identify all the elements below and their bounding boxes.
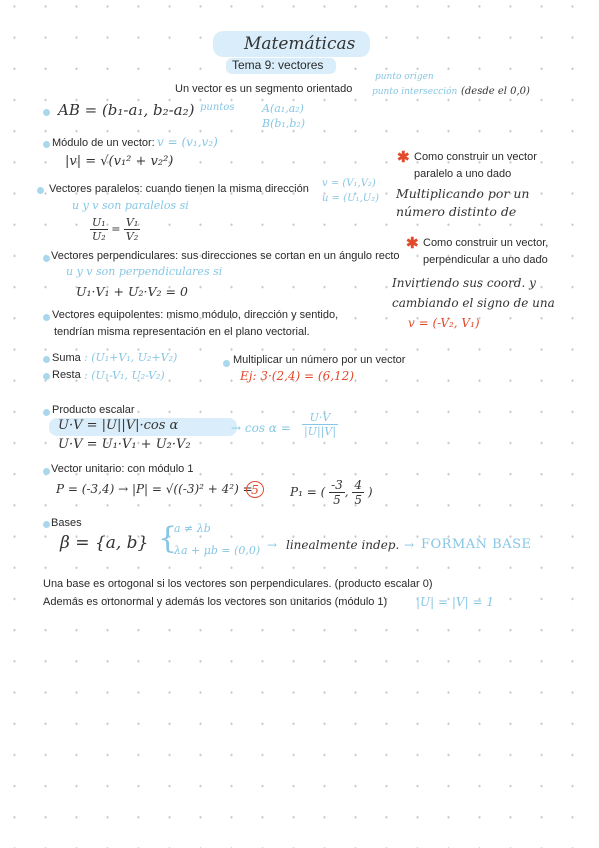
producto-formula2: U·V = U₁·V₁ + U₂·V₂ bbox=[58, 437, 191, 452]
asterisk-icon-2: ✱ bbox=[406, 235, 419, 252]
side-perp-line1: Como construir un vector, bbox=[423, 237, 549, 249]
bullet-ab bbox=[43, 109, 50, 116]
bullet-unitario bbox=[43, 468, 50, 475]
mult-example: Ej: 3·(2,4) = (6,12) bbox=[240, 369, 354, 383]
producto-arrow: → cos α = bbox=[231, 421, 291, 435]
ratio-u2: U₂ bbox=[92, 230, 106, 243]
p1-x-num: -3 bbox=[331, 478, 343, 492]
bases-cond1: a ≠ λb bbox=[174, 522, 211, 535]
producto-title: Producto escalar bbox=[52, 404, 135, 416]
unitario-example: P = (-3,4) → |P| = √((-3)² + 4²) = bbox=[56, 482, 253, 496]
modulo-title: Módulo de un vector: bbox=[52, 137, 155, 149]
cos-numerator: U·V bbox=[302, 411, 338, 425]
p1-y-den: 5 bbox=[354, 493, 363, 507]
bullet-producto bbox=[43, 409, 50, 416]
suma-value: : (U₁+V₁, U₂+V₂) bbox=[84, 351, 178, 364]
bullet-equipolentes bbox=[43, 314, 50, 321]
intro-note-top: punto origen bbox=[375, 72, 434, 82]
footer-line1: Una base es ortogonal si los vectores son perpendiculares. (producto escalar 0) bbox=[43, 578, 433, 590]
paralelos-vec-u: u = (U₁,U₂) bbox=[322, 193, 380, 204]
side-perp-hand1: Invirtiendo sus coord. y bbox=[392, 276, 536, 290]
modulo-formula: |v| = √(v₁² + v₂²) bbox=[65, 154, 174, 169]
asterisk-icon: ✱ bbox=[397, 149, 410, 166]
side-perp-hand2: cambiando el signo de una bbox=[392, 296, 555, 310]
bases-cond2: λa + μb = (0,0) bbox=[174, 544, 261, 557]
intro-note-bottom: punto intersección bbox=[372, 87, 458, 97]
bases-arrow2: → bbox=[404, 538, 415, 552]
bullet-suma bbox=[43, 356, 50, 363]
modulo-vector: v = (v₁,v₂) bbox=[157, 135, 218, 149]
ratio-v1: V₁ bbox=[125, 216, 139, 229]
bullet-paralelos bbox=[37, 187, 44, 194]
suma-label: Suma bbox=[52, 352, 81, 364]
perpendiculares-formula: U₁·V₁ + U₂·V₂ = 0 bbox=[76, 284, 188, 299]
bases-beta: β = {a, b} bbox=[60, 533, 149, 553]
footer-line2: Además es ortonormal y además los vectores son unitarios (módulo 1) bbox=[43, 596, 388, 608]
ab-point-b: B(b₁,b₂) bbox=[262, 117, 306, 130]
perpendiculares-title: Vectores perpendiculares: sus direcciones se cortan en un ángulo recto bbox=[51, 250, 400, 262]
vector-definition: Un vector es un segmento orientado bbox=[175, 83, 353, 95]
unitario-p1: P₁ = ( $\frac{-3}{5}$ , $\frac{4}{5}$ ) bbox=[290, 478, 373, 507]
ab-point-a: A(a₁,a₂) bbox=[262, 102, 304, 115]
bullet-perpendiculares bbox=[43, 255, 50, 262]
side-parallel-hand2: número distinto de bbox=[396, 204, 517, 219]
bases-brace: { bbox=[158, 521, 178, 556]
p1-close: ) bbox=[367, 485, 373, 499]
ab-points-label: puntos bbox=[200, 102, 235, 113]
paralelos-title: Vectores paralelos: cuando tienen la misma dirección bbox=[49, 183, 309, 195]
paralelos-ratio bbox=[90, 216, 140, 243]
unitario-result bbox=[246, 481, 264, 499]
side-parallel-line2: paralelo a uno dado bbox=[414, 168, 512, 180]
side-parallel-hand1: Multiplicando por un bbox=[396, 186, 530, 201]
topic-title: Tema 9: vectores bbox=[232, 58, 324, 72]
resta-value: : (U₁-V₁, U₂-V₂) bbox=[84, 369, 165, 382]
paralelos-vec-v: v = (V₁,V₂) bbox=[322, 178, 376, 189]
bases-forman: FORMAN BASE bbox=[421, 537, 532, 552]
side-parallel-line1: Como construir un vector bbox=[414, 151, 537, 163]
resta-label: Resta bbox=[52, 369, 81, 381]
producto-cos-frac bbox=[302, 411, 338, 438]
bases-arrow1: → bbox=[267, 538, 278, 552]
equipolentes-line1: Vectores equipolentes: mismo módulo, dirección y sentido, bbox=[52, 309, 339, 321]
ratio-u1: U₁ bbox=[92, 216, 106, 229]
p1-x-den: 5 bbox=[333, 493, 341, 507]
paralelos-sub: u y v son paralelos si bbox=[72, 199, 189, 212]
unitario-title: Vector unitario: con módulo 1 bbox=[51, 463, 194, 475]
result-circle: 5 bbox=[246, 481, 264, 498]
bullet-bases bbox=[43, 521, 50, 528]
producto-formula1: U·V = |U||V|·cos α bbox=[58, 418, 179, 433]
p1-y-num: 4 bbox=[354, 478, 363, 492]
intro-note-tail: (desde el 0,0) bbox=[461, 86, 530, 97]
cos-denominator: |U||V| bbox=[304, 425, 337, 438]
ratio-equals: = bbox=[111, 222, 121, 236]
ab-formula: AB = (b₁-a₁, b₂-a₂) bbox=[58, 101, 195, 119]
mult-title: Multiplicar un número por un vector bbox=[233, 354, 406, 366]
bullet-multiplicar bbox=[223, 360, 230, 367]
bases-title: Bases bbox=[51, 517, 82, 529]
bases-indep: linealmente indep. bbox=[286, 538, 400, 552]
footer-line2-hand: |U| = |V| = 1 bbox=[416, 595, 494, 609]
perpendiculares-sub: u y v son perpendiculares si bbox=[66, 265, 223, 278]
equipolentes-line2: tendrían misma representación en el plano vectorial. bbox=[54, 326, 310, 338]
bullet-modulo bbox=[43, 141, 50, 148]
page-title: Matemáticas bbox=[244, 34, 356, 54]
p1-label: P₁ = ( bbox=[290, 485, 326, 499]
ratio-v2: V₂ bbox=[125, 230, 139, 243]
side-perp-hand3: v = (-V₂, V₁) bbox=[408, 316, 480, 330]
bullet-resta bbox=[43, 373, 50, 380]
side-perp-line2: perpendicular a uno dado bbox=[423, 254, 548, 266]
